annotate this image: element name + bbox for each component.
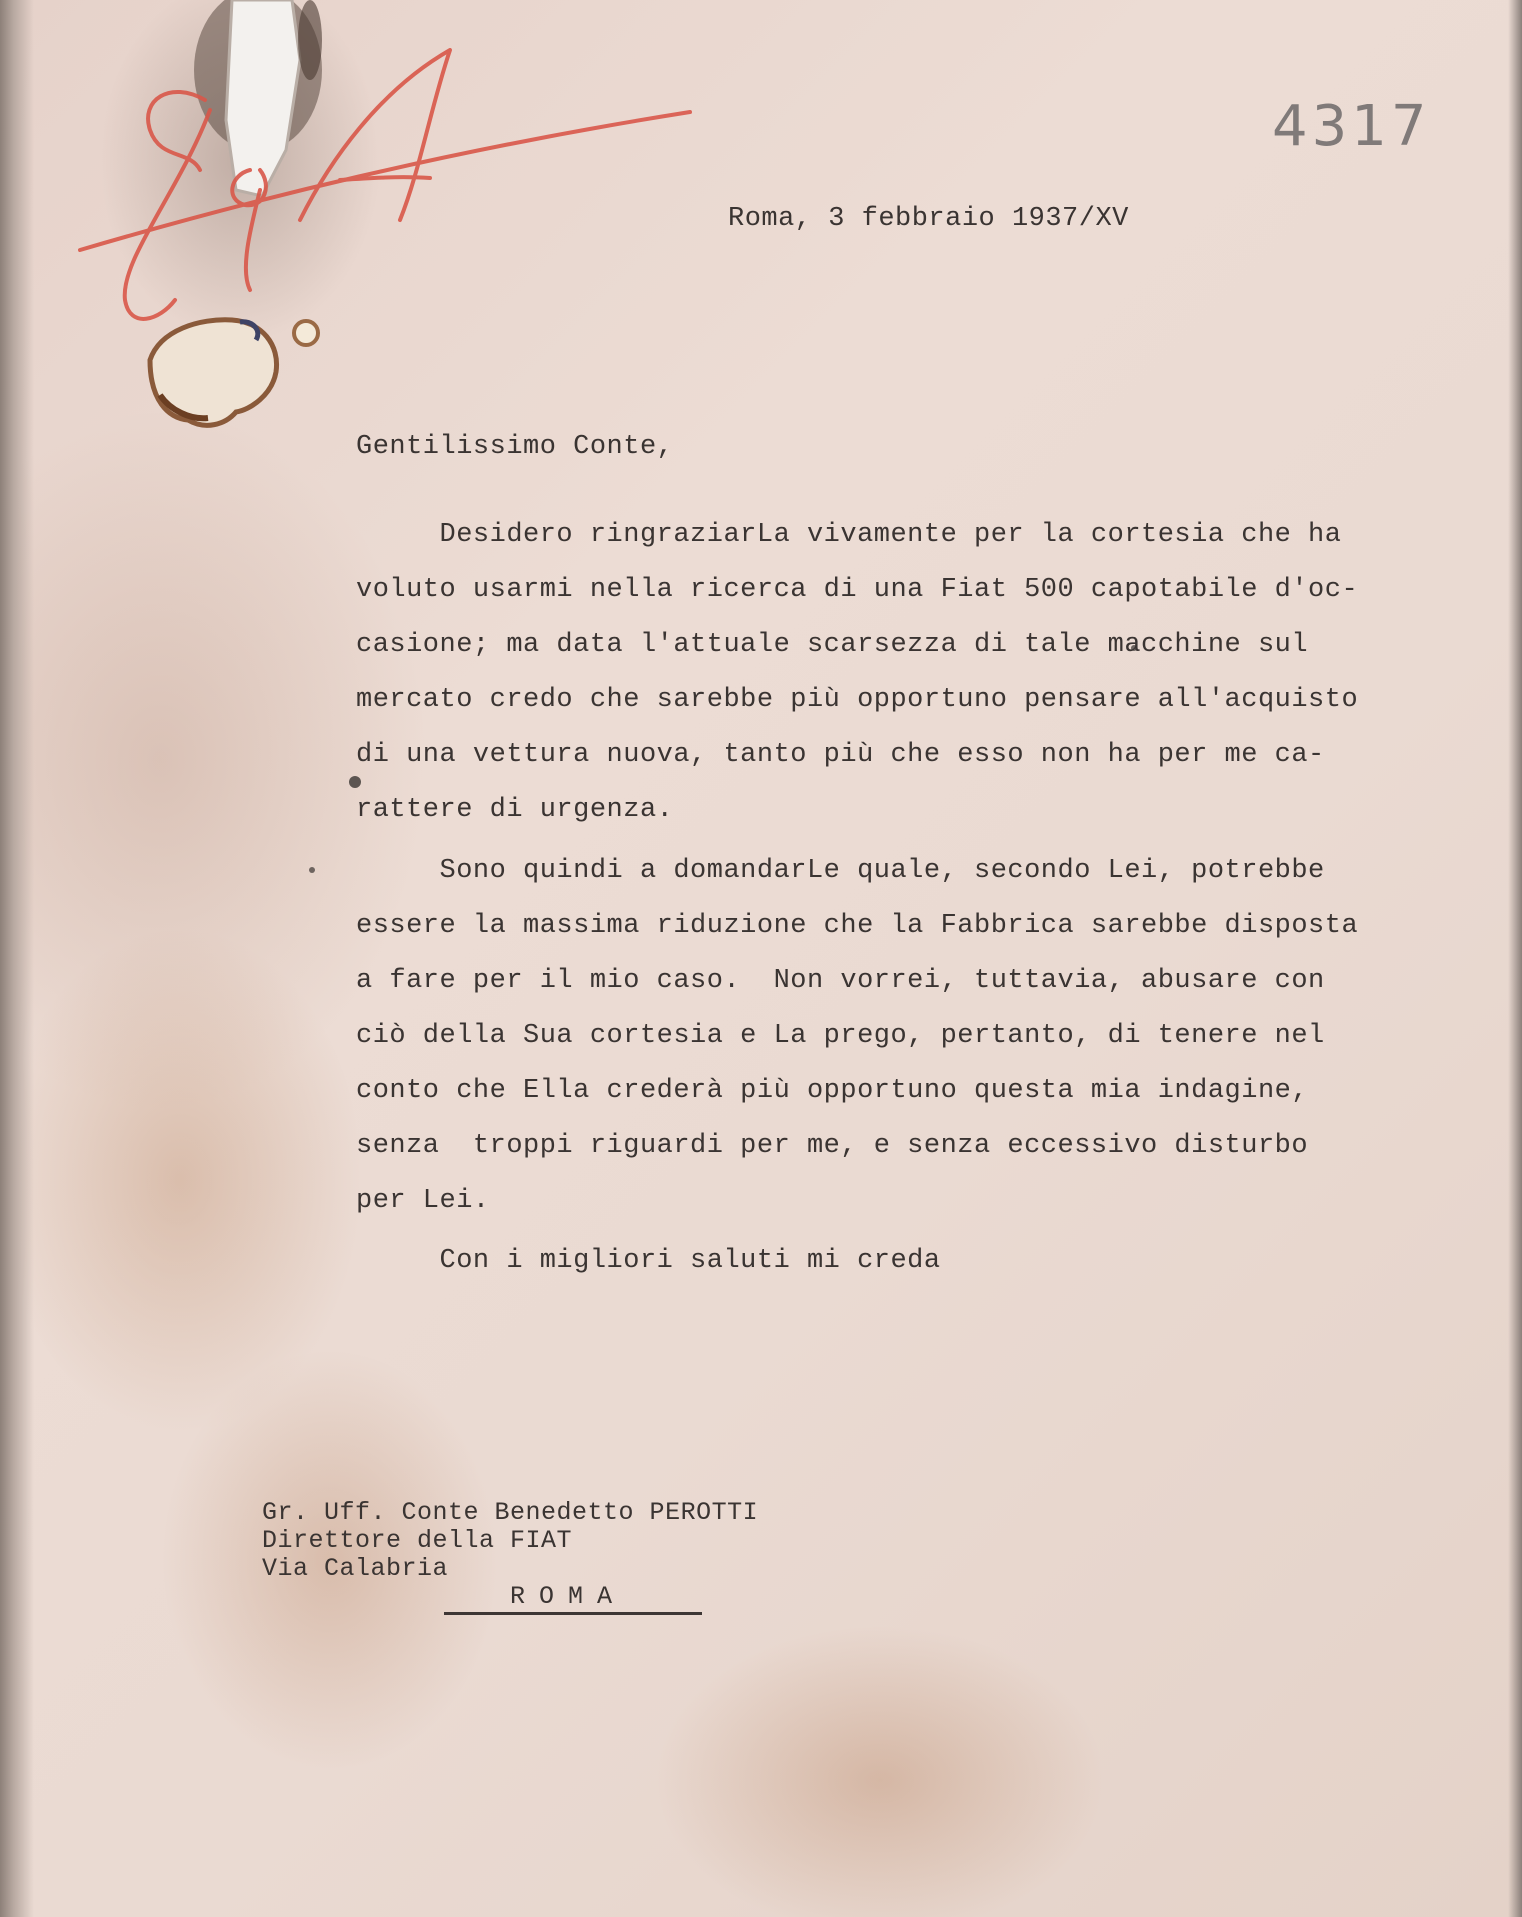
binder-hole-top xyxy=(194,0,322,196)
burn-mark xyxy=(150,320,318,426)
letter-date: Roma, 3 febbraio 1937/XV xyxy=(728,204,1129,234)
address-line-3: Via Calabria xyxy=(262,1554,449,1583)
body-line: senza troppi riguardi per me, e senza eccessivo disturbo xyxy=(356,1131,1309,1161)
body-line: casione; ma data l'attuale scarsezza di tale macchine sul xyxy=(356,630,1309,660)
body-line: essere la massima riduzione che la Fabbrica sarebbe disposta xyxy=(356,911,1359,941)
body-line: di una vettura nuova, tanto più che esso non ha per me ca- xyxy=(356,740,1325,770)
body-line: rattere di urgenza. xyxy=(356,795,674,825)
city-underline xyxy=(444,1612,702,1615)
letter-salutation: Gentilissimo Conte, xyxy=(356,432,674,462)
archive-number: 4317 xyxy=(1272,94,1431,159)
body-line: Sono quindi a domandarLe quale, secondo Lei, potrebbe xyxy=(356,856,1325,886)
body-line: Desidero ringraziarLa vivamente per la cortesia che ha xyxy=(356,520,1342,550)
body-line: ciò della Sua cortesia e La prego, pertanto, di tenere nel xyxy=(356,1021,1325,1051)
body-line: per Lei. xyxy=(356,1186,490,1216)
address-line-2: Direttore della FIAT xyxy=(262,1526,573,1555)
body-line: mercato credo che sarebbe più opportuno pensare all'acquisto xyxy=(356,685,1359,715)
address-line-1: Gr. Uff. Conte Benedetto PEROTTI xyxy=(262,1498,759,1527)
body-line: voluto usarmi nella ricerca di una Fiat 500 capotabile d'oc- xyxy=(356,575,1359,605)
red-pencil-annotation xyxy=(80,50,690,319)
body-line: a fare per il mio caso. Non vorrei, tuttavia, abusare con xyxy=(356,966,1325,996)
letter-closing: Con i migliori saluti mi creda xyxy=(356,1246,941,1276)
body-line: conto che Ella crederà più opportuno questa mia indagine, xyxy=(356,1076,1309,1106)
address-city: ROMA xyxy=(510,1582,627,1611)
